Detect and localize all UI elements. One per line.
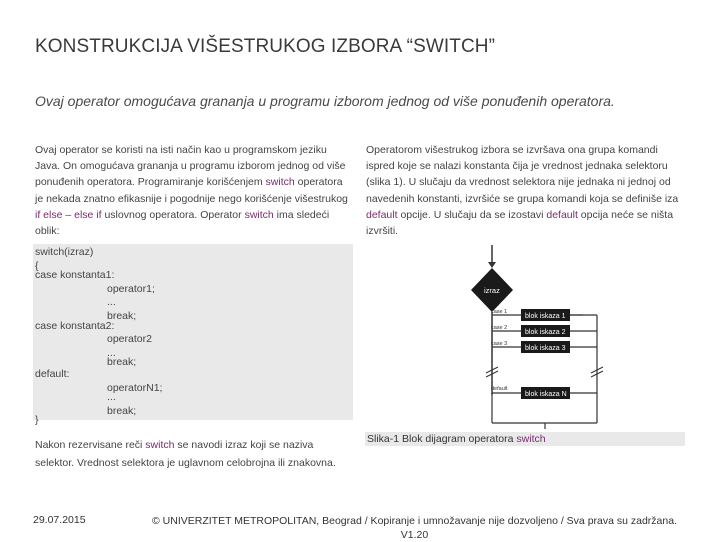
left-text-part: uslovnog operatora. Operator <box>101 208 245 221</box>
left-text-column <box>35 142 353 239</box>
right-text-part: Operatorom višestrukog izbora se izvršava ona grupa komandi ispred koje se nalazi konstanta čija je vrednost jednaka selektoru (slika 1). U slučaju da vrednost selektora nije jednaka ni jednoj od navedenih konstanti, izvršiće se grupa komandi koja se definiše iza <box>366 144 679 205</box>
code-line: break; <box>107 404 137 417</box>
caption-text: Slika-1 Blok dijagram operatora <box>367 433 517 445</box>
right-text-column <box>366 142 686 239</box>
case-label: case 2 <box>491 325 508 331</box>
keyword-switch: switch <box>145 439 175 451</box>
slide-title: KONSTRUKCIJA VIŠESTRUKOG IZBORA “SWITCH” <box>35 36 496 57</box>
case-label: case 1 <box>491 309 508 315</box>
case-label: case 3 <box>491 341 508 347</box>
code-line: ... <box>107 296 116 309</box>
right-text-part: opcije. U slučaju da se izostavi <box>397 208 547 221</box>
left-text-part: operatora je nekada znatno efikasnije i pogodnije nego korišćenje višestrukog <box>35 176 348 205</box>
code-line: operator1; <box>107 282 155 295</box>
after-text-part: Nakon rezervisane reči <box>35 439 146 451</box>
right-text-part: opcija neće se ništa izvršiti. <box>366 208 674 238</box>
code-line: { <box>35 259 39 272</box>
code-line: switch(izraz) <box>35 246 94 258</box>
code-line: operatorN1; <box>107 381 163 394</box>
diamond-label: izraz <box>484 286 500 295</box>
slide-subtitle: Ovaj operator omogućava grananja u programu izborom jednog od više ponuđenih operatora. <box>35 93 615 109</box>
code-line: case konstanta2: <box>35 319 115 332</box>
code-line: break; <box>107 356 137 369</box>
code-line: case konstanta1: <box>35 269 115 282</box>
footer-copyright: © UNIVERZITET METROPOLITAN, Beograd / Kopiranje i umnožavanje nije dozvoljeno / Sva prava su zadržana. V1.20 <box>152 515 677 541</box>
switch-flow-diagram <box>455 243 615 429</box>
keyword-switch: switch <box>516 433 546 445</box>
keyword-default: default <box>366 208 398 221</box>
block-label: blok iskaza N <box>525 391 567 398</box>
block-label: blok iskaza 3 <box>525 345 566 352</box>
code-line: default: <box>35 368 70 380</box>
keyword-if-else: if else – else if <box>35 208 102 221</box>
code-line: break; <box>107 310 137 322</box>
code-line: ... <box>107 346 116 359</box>
code-line: ... <box>107 391 116 404</box>
keyword-switch: switch <box>244 208 274 221</box>
block-label: blok iskaza 2 <box>525 329 566 336</box>
keyword-default: default <box>546 208 578 221</box>
arrow-head-icon <box>488 262 496 268</box>
code-block <box>33 244 353 427</box>
case-label: default <box>491 386 508 392</box>
keyword-switch: switch <box>265 176 295 189</box>
footer-date: 29.07.2015 <box>33 514 86 526</box>
left-text-part: ima sledeći oblik: <box>35 208 330 238</box>
block-label: blok iskaza 1 <box>525 313 566 320</box>
selector-description <box>35 436 355 472</box>
figure-caption <box>365 432 685 446</box>
left-text-part: Ovaj operator se koristi na isti način kao u programskom jeziku Java. On omogućava grananja u programu izborom jednog od više ponuđenih operatora. Programiranje korišćenjem <box>35 144 346 189</box>
code-line: } <box>35 414 39 427</box>
code-line: operator2 <box>107 333 152 346</box>
after-text-part: se navodi izraz koji se naziva selektor. Vrednost selektora je uglavnom celobrojna ili znakovna. <box>35 439 336 469</box>
